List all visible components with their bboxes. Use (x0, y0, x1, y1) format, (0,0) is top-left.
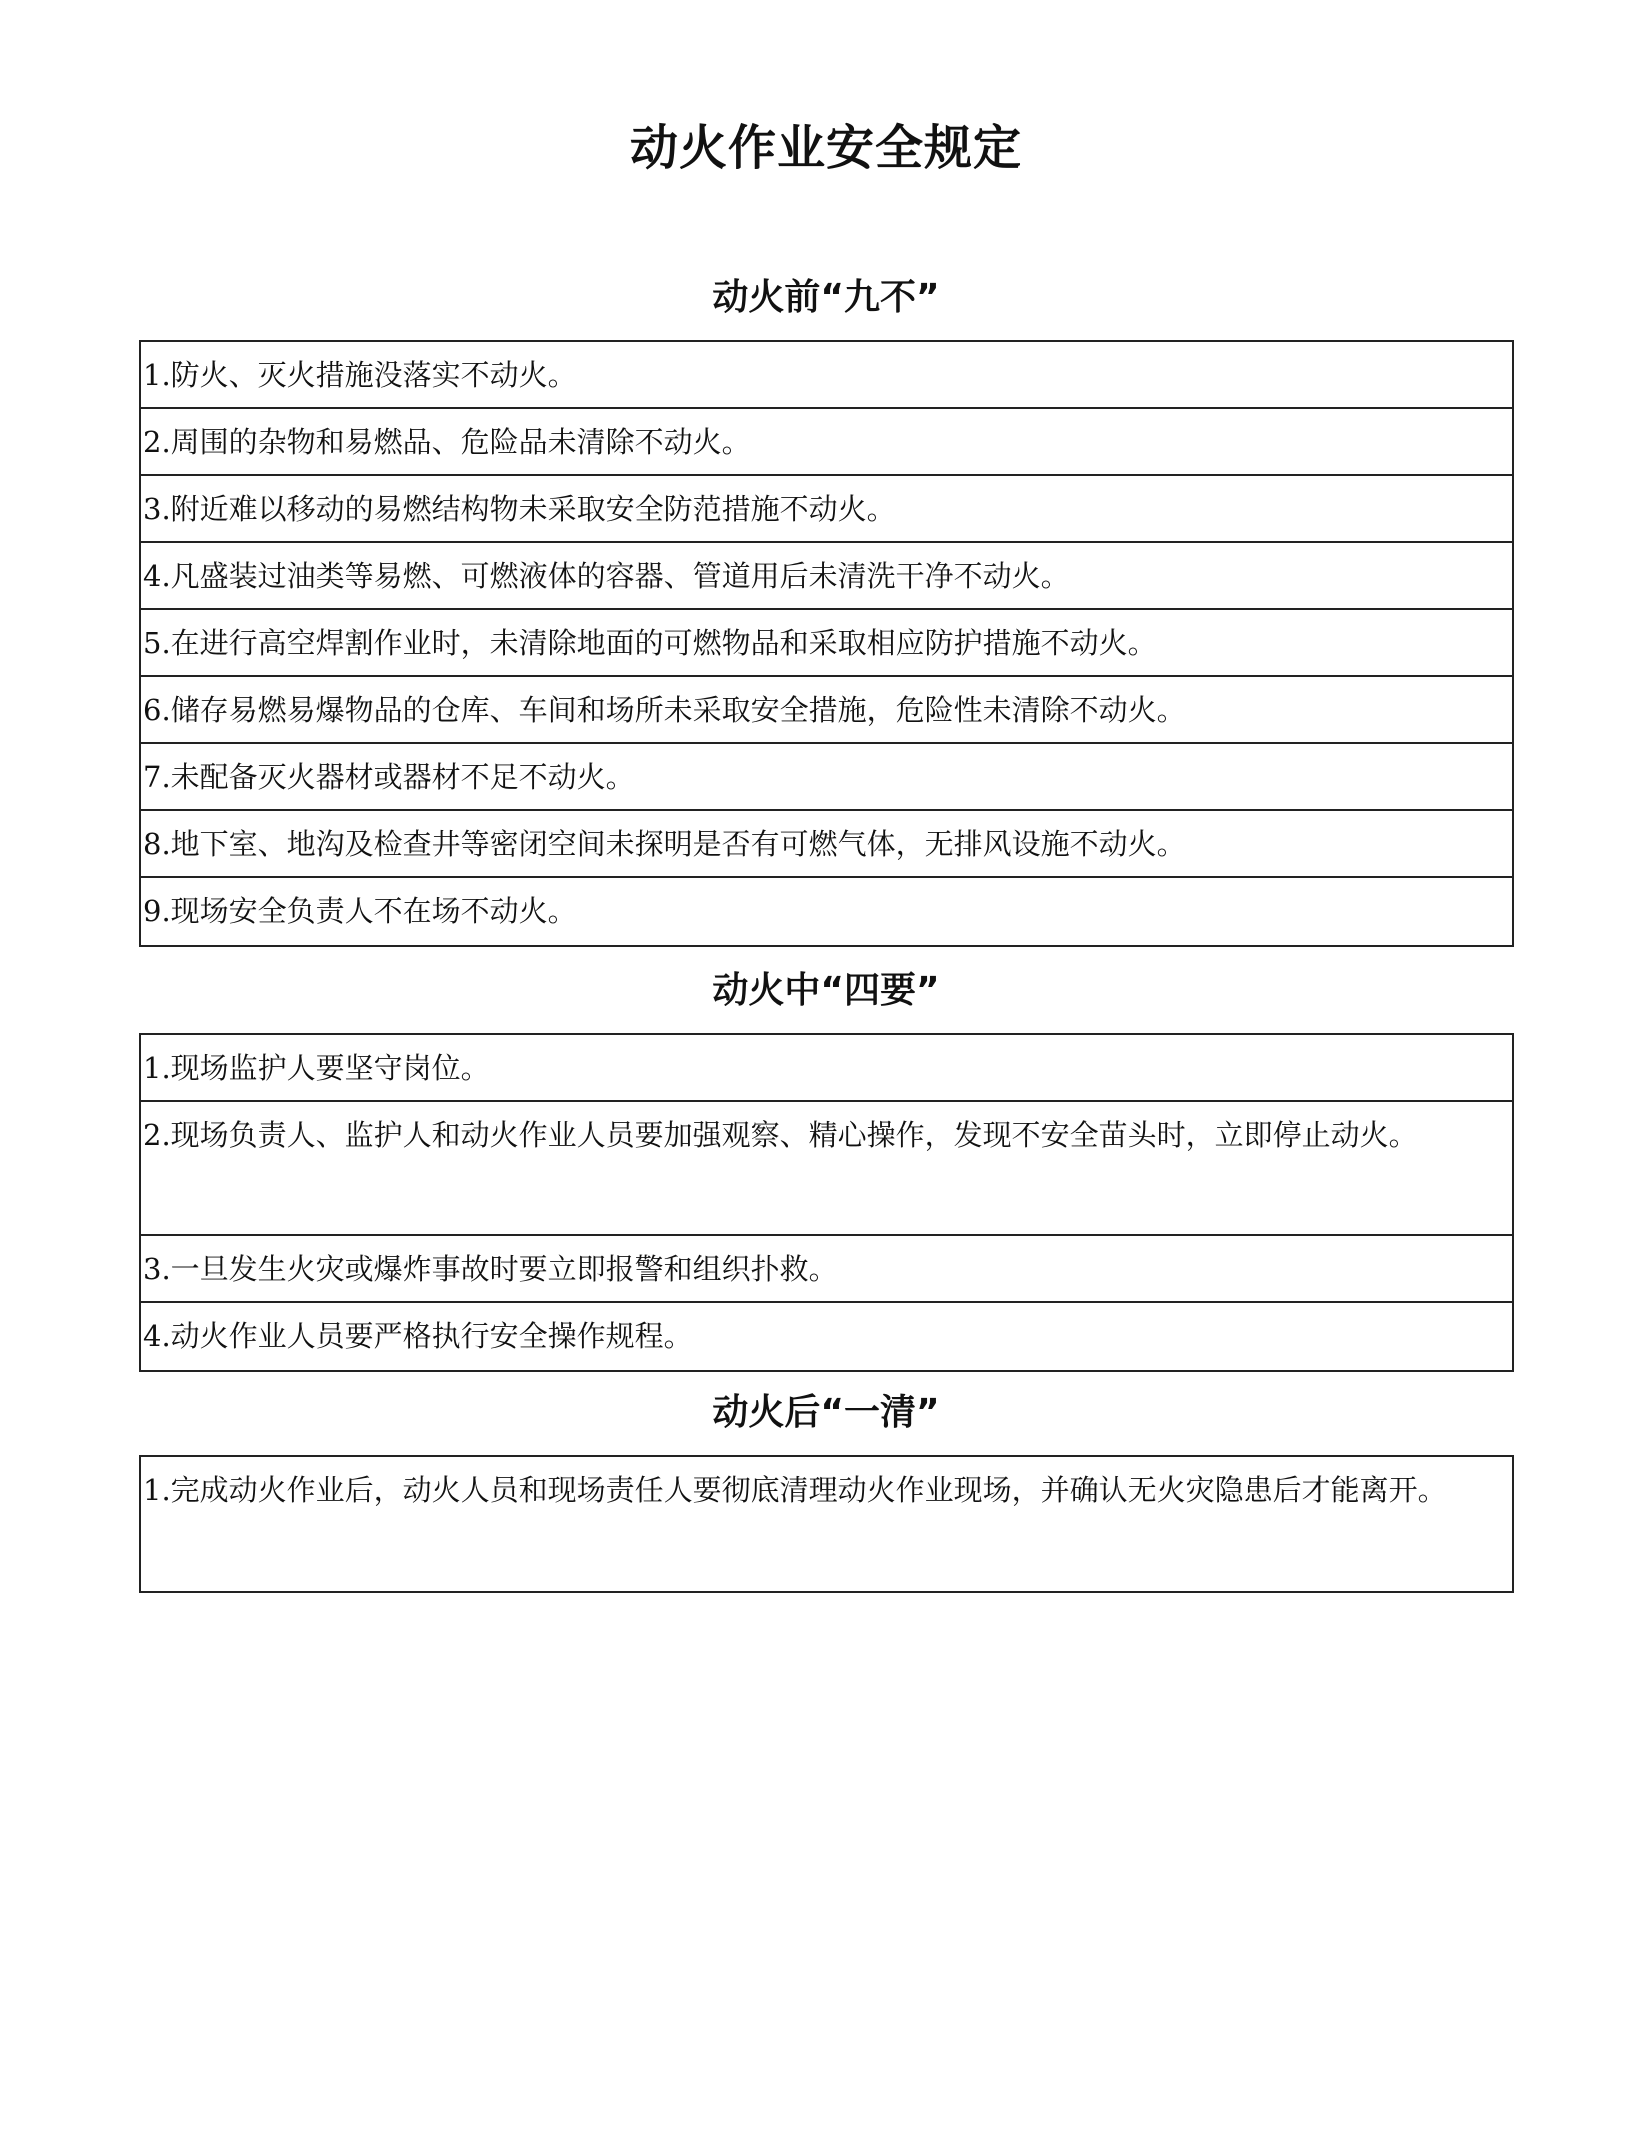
rule-item: 3.一旦发生火灾或爆炸事故时要立即报警和组织扑救。 (141, 1236, 1512, 1303)
rule-item: 1.现场监护人要坚守岗位。 (141, 1035, 1512, 1102)
rules-table-during (139, 1033, 1514, 1372)
rule-item: 1.防火、灭火措施没落实不动火。 (141, 342, 1512, 409)
rules-table-before (139, 340, 1514, 947)
rule-item: 9.现场安全负责人不在场不动火。 (143, 894, 577, 928)
rule-item: 4.凡盛装过油类等易燃、可燃液体的容器、管道用后未清洗干净不动火。 (141, 543, 1512, 610)
rule-item: 2.周围的杂物和易燃品、危险品未清除不动火。 (141, 409, 1512, 476)
rule-item: 3.附近难以移动的易燃结构物未采取安全防范措施不动火。 (141, 476, 1512, 543)
rule-item: 5.在进行高空焊割作业时，未清除地面的可燃物品和采取相应防护措施不动火。 (141, 610, 1512, 677)
rule-item: 7.未配备灭火器材或器材不足不动火。 (141, 744, 1512, 811)
document-title: 动火作业安全规定 (629, 120, 1022, 176)
rule-item: 4.动火作业人员要严格执行安全操作规程。 (143, 1319, 693, 1353)
section-heading-during: 动火中“四要” (712, 970, 940, 1011)
section-heading-after: 动火后“一清” (712, 1392, 940, 1433)
rule-item: 8.地下室、地沟及检查井等密闭空间未探明是否有可燃气体，无排风设施不动火。 (141, 811, 1512, 878)
rules-table-after (139, 1455, 1514, 1593)
rule-item: 6.储存易燃易爆物品的仓库、车间和场所未采取安全措施，危险性未清除不动火。 (141, 677, 1512, 744)
rule-item: 1.完成动火作业后，动火人员和现场责任人要彻底清理动火作业现场，并确认无火灾隐患后才能离开。 (143, 1473, 1447, 1507)
section-heading-before: 动火前“九不” (712, 277, 940, 318)
rule-item: 2.现场负责人、监护人和动火作业人员要加强观察、精心操作，发现不安全苗头时，立即停止动火。 (141, 1102, 1512, 1236)
